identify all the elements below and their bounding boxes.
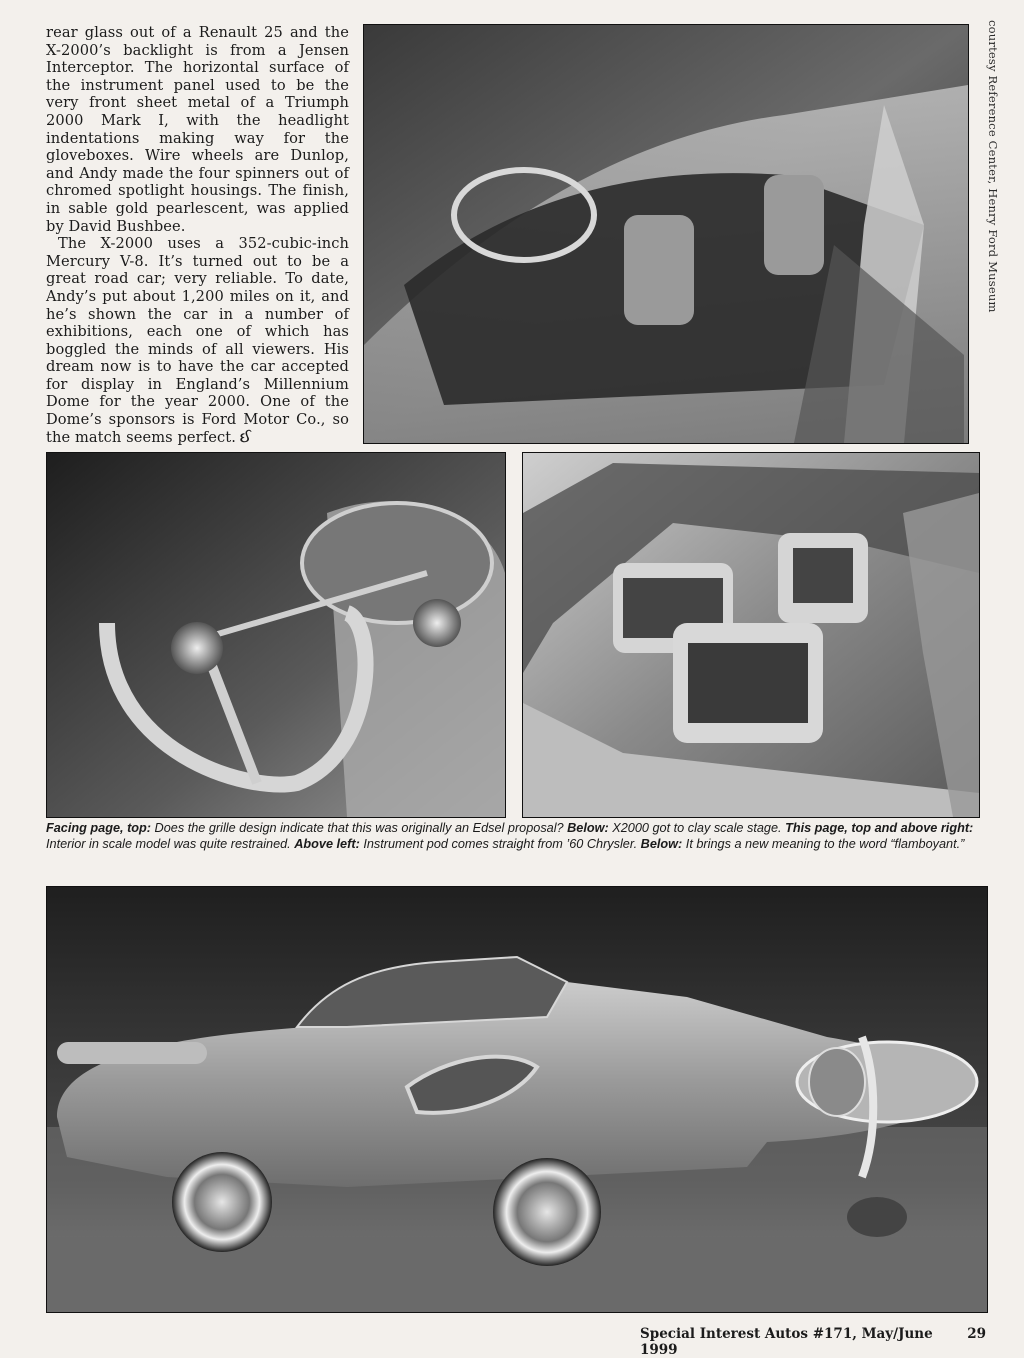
photo-x2000-side-view	[46, 886, 988, 1313]
caption-text-5: It brings a new meaning to the word “flamboyant.”	[682, 837, 965, 851]
article-text	[46, 24, 349, 447]
photo-x2000-side-view-image	[47, 887, 987, 1312]
caption-text-2: X2000 got to clay scale stage.	[608, 821, 786, 835]
caption-label-3: This page, top and above right:	[785, 821, 974, 835]
article-paragraph-1: rear glass out of a Renault 25 and the X-2000’s backlight is from a Jensen Interceptor. The horizontal surface of the instrument panel used to be the very front sheet metal of a Triumph 2000 Mark I, with the headlight indentations making way for the gloveboxes. Wire wheels are Dunlop, and Andy made the four spinners out of chromed spotlight housings. The finish, in sable gold pearlescent, was applied by David Bushbee.	[46, 24, 349, 235]
caption-label-4: Above left:	[294, 837, 360, 851]
page-number: 29	[967, 1326, 986, 1342]
caption-label-2: Below:	[567, 821, 609, 835]
article-paragraph-2	[46, 235, 349, 447]
footer-publication: Special Interest Autos #171, May/June 1999	[640, 1326, 933, 1358]
photo-credit: courtesy Reference Center, Henry Ford Museum	[986, 20, 1000, 313]
photo-caption	[46, 820, 986, 852]
article-paragraph-2-text: The X-2000 uses a 352-cubic-inch Mercury V-8. It’s turned out to be a great road car; very reliable. To date, Andy’s put about 1,200 miles on it, and he’s shown the car in a number of exhibitions, each one of which has boggled the minds of all viewers. His dream now is to have the car accepted for display in England’s Millennium Dome for the year 2000. One of the Dome’s sponsors is Ford Motor Co., so the match seems perfect.	[46, 235, 349, 446]
photo-scale-model-interior	[363, 24, 969, 444]
caption-label-5: Below:	[640, 837, 683, 851]
caption-label-1: Facing page, top:	[46, 821, 152, 835]
page-footer	[640, 1326, 986, 1358]
photo-scale-model-interior-image	[364, 25, 968, 443]
caption-text-3: Interior in scale model was quite restrained.	[46, 837, 295, 851]
photo-scale-model-seats-image	[523, 453, 979, 817]
caption-text-1: Does the grille design indicate that this was originally an Edsel proposal?	[151, 821, 568, 835]
photo-scale-model-seats	[522, 452, 980, 818]
caption-text-4: Instrument pod comes straight from ’60 Chrysler.	[359, 837, 641, 851]
end-mark-icon: ઈ	[239, 429, 251, 446]
photo-instrument-pod-image	[47, 453, 505, 817]
photo-instrument-pod	[46, 452, 506, 818]
